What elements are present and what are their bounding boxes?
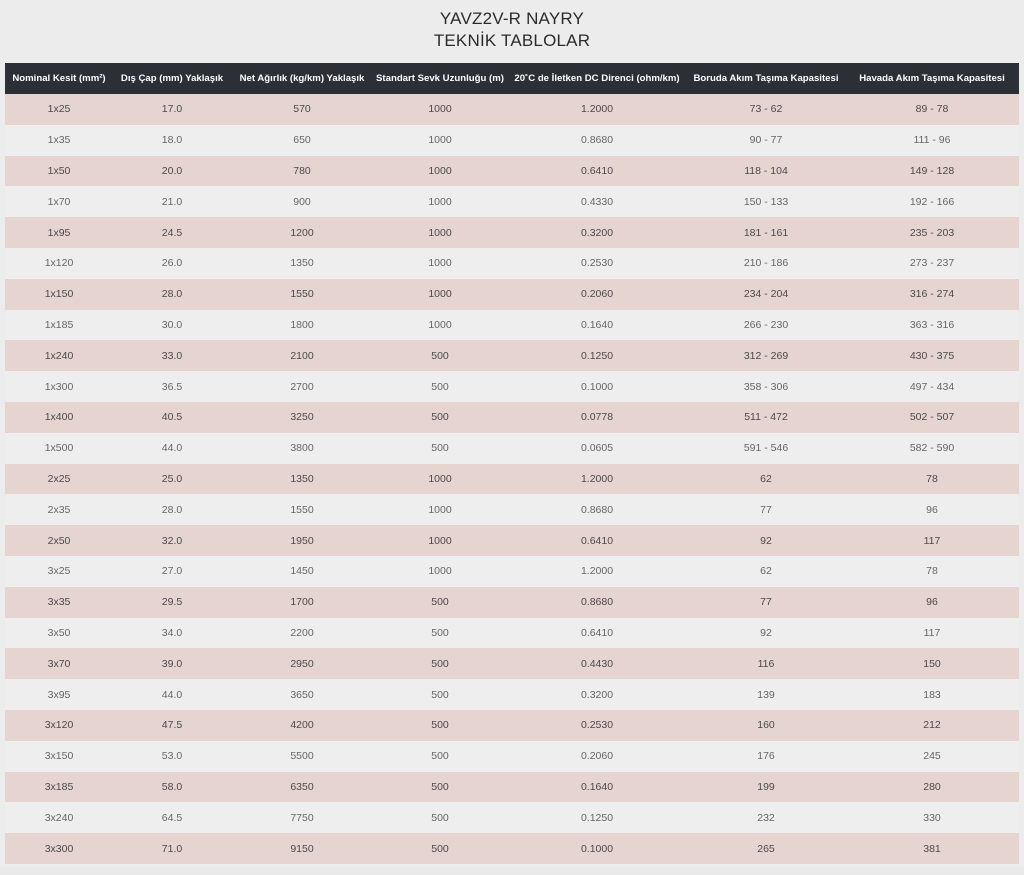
table-cell: 96 <box>926 503 938 516</box>
technical-table <box>5 63 1019 864</box>
table-body <box>5 94 1019 864</box>
table-cell: 500 <box>431 657 449 670</box>
table-cell: 32.0 <box>161 534 183 547</box>
table-cell: 29.5 <box>161 596 183 609</box>
table-cell: 64.5 <box>161 811 183 824</box>
table-cell: 3x185 <box>44 780 74 793</box>
table-cell: 150 <box>923 657 941 670</box>
table-cell: 330 <box>923 811 941 824</box>
table-cell: 1x400 <box>44 411 74 424</box>
table-cell: 2700 <box>290 380 314 393</box>
table-cell: 381 <box>923 842 941 855</box>
table-cell: 90 - 77 <box>749 134 783 147</box>
table-row <box>5 186 1019 217</box>
table-cell: 2950 <box>290 657 314 670</box>
table-row <box>5 587 1019 618</box>
table-cell: 62 <box>760 472 772 485</box>
table-cell: 500 <box>431 626 449 639</box>
table-cell: 1950 <box>290 534 314 547</box>
table-cell: 0.2530 <box>580 257 614 270</box>
table-cell: 1.2000 <box>580 472 614 485</box>
table-cell: 280 <box>923 780 941 793</box>
table-cell: 1x35 <box>47 134 71 147</box>
table-cell: 1x25 <box>47 103 71 116</box>
table-cell: 0.8680 <box>580 596 614 609</box>
title-line-1: YAVZ2V-R NAYRY <box>439 9 585 28</box>
table-cell: 3x70 <box>47 657 71 670</box>
table-cell: 1x185 <box>44 318 74 331</box>
page-title <box>0 0 1024 56</box>
table-header <box>5 63 1019 94</box>
table-cell: 2x35 <box>47 503 71 516</box>
table-cell: 265 <box>757 842 775 855</box>
table-cell: 1350 <box>290 257 314 270</box>
table-cell: 181 - 161 <box>743 226 789 239</box>
table-cell: 500 <box>431 688 449 701</box>
table-cell: 500 <box>431 719 449 732</box>
table-cell: 3800 <box>290 442 314 455</box>
table-row <box>5 556 1019 587</box>
table-row <box>5 618 1019 649</box>
table-cell: 582 - 590 <box>909 442 955 455</box>
table-cell: 7750 <box>290 811 314 824</box>
table-cell: 44.0 <box>161 442 183 455</box>
table-cell: 3x300 <box>44 842 74 855</box>
table-cell: 17.0 <box>161 103 183 116</box>
table-cell: 0.4330 <box>580 195 614 208</box>
table-cell: 0.8680 <box>580 503 614 516</box>
table-cell: 780 <box>293 164 311 177</box>
table-cell: 2x25 <box>47 472 71 485</box>
table-cell: 430 - 375 <box>909 349 955 362</box>
table-cell: 111 - 96 <box>913 134 951 147</box>
table-cell: 73 - 62 <box>749 103 783 116</box>
page-footer-strip <box>0 867 1024 875</box>
table-row <box>5 156 1019 187</box>
table-cell: 92 <box>760 626 772 639</box>
table-cell: 1x240 <box>44 349 74 362</box>
table-cell: 4200 <box>290 719 314 732</box>
table-cell: 0.6410 <box>580 534 614 547</box>
table-cell: 96 <box>926 596 938 609</box>
table-cell: 266 - 230 <box>743 318 789 331</box>
table-cell: 1000 <box>428 257 452 270</box>
table-cell: 316 - 274 <box>909 288 955 301</box>
table-cell: 1000 <box>428 226 452 239</box>
table-cell: 176 <box>757 750 775 763</box>
table-cell: 1x150 <box>44 288 74 301</box>
table-row <box>5 248 1019 279</box>
table-cell: 212 <box>923 719 941 732</box>
table-row <box>5 833 1019 864</box>
table-row <box>5 340 1019 371</box>
table-row <box>5 525 1019 556</box>
table-row <box>5 371 1019 402</box>
table-cell: 500 <box>431 780 449 793</box>
column-header: Boruda Akım Taşıma Kapasitesi <box>693 73 839 84</box>
table-cell: 1200 <box>290 226 314 239</box>
table-cell: 44.0 <box>161 688 183 701</box>
table-cell: 0.8680 <box>580 134 614 147</box>
table-cell: 92 <box>760 534 772 547</box>
table-cell: 0.1000 <box>580 380 614 393</box>
table-cell: 1000 <box>428 318 452 331</box>
table-cell: 500 <box>431 380 449 393</box>
table-cell: 1.2000 <box>580 103 614 116</box>
table-cell: 0.1000 <box>580 842 614 855</box>
table-cell: 500 <box>431 411 449 424</box>
table-cell: 1000 <box>428 103 452 116</box>
table-header-row <box>5 63 1019 94</box>
table-cell: 117 <box>923 534 941 547</box>
table-cell: 40.5 <box>161 411 183 424</box>
table-cell: 1550 <box>290 503 314 516</box>
table-cell: 3650 <box>290 688 314 701</box>
table-cell: 1700 <box>290 596 314 609</box>
table-cell: 30.0 <box>161 318 183 331</box>
table-row <box>5 494 1019 525</box>
table-cell: 3250 <box>290 411 314 424</box>
table-cell: 47.5 <box>161 719 183 732</box>
table-cell: 26.0 <box>161 257 183 270</box>
table-cell: 18.0 <box>161 134 183 147</box>
table-cell: 77 <box>760 503 772 516</box>
table-row <box>5 648 1019 679</box>
table-cell: 25.0 <box>161 472 183 485</box>
table-cell: 232 <box>757 811 775 824</box>
table-cell: 78 <box>926 472 938 485</box>
table-cell: 1450 <box>290 565 314 578</box>
table-cell: 1x120 <box>44 257 74 270</box>
table-cell: 3x120 <box>44 719 74 732</box>
table-row <box>5 772 1019 803</box>
table-cell: 71.0 <box>161 842 183 855</box>
table-cell: 500 <box>431 442 449 455</box>
table-cell: 33.0 <box>161 349 183 362</box>
table-cell: 58.0 <box>161 780 183 793</box>
table-cell: 1x500 <box>44 442 74 455</box>
table-cell: 199 <box>757 780 775 793</box>
table-cell: 36.5 <box>161 380 183 393</box>
table-cell: 0.1250 <box>580 811 614 824</box>
table-cell: 0.1250 <box>580 349 614 362</box>
table-cell: 0.2060 <box>580 288 614 301</box>
table-cell: 502 - 507 <box>909 411 955 424</box>
table-cell: 1x70 <box>47 195 71 208</box>
table-cell: 1000 <box>428 164 452 177</box>
table-row <box>5 217 1019 248</box>
table-cell: 0.4430 <box>580 657 614 670</box>
title-line-2: TEKNİK TABLOLAR <box>433 31 591 50</box>
table-cell: 24.5 <box>161 226 183 239</box>
table-cell: 192 - 166 <box>909 195 955 208</box>
table-cell: 234 - 204 <box>743 288 789 301</box>
table-cell: 0.1640 <box>580 318 614 331</box>
table-cell: 3x240 <box>44 811 74 824</box>
table-cell: 1550 <box>290 288 314 301</box>
table-cell: 500 <box>431 750 449 763</box>
table-cell: 1000 <box>428 195 452 208</box>
table-cell: 20.0 <box>161 164 183 177</box>
table-cell: 2x50 <box>47 534 71 547</box>
table-cell: 570 <box>293 103 311 116</box>
table-cell: 28.0 <box>161 503 183 516</box>
table-cell: 21.0 <box>161 195 183 208</box>
table-cell: 358 - 306 <box>743 380 789 393</box>
table-cell: 3x150 <box>44 750 74 763</box>
table-cell: 0.3200 <box>580 688 614 701</box>
table-cell: 27.0 <box>161 565 183 578</box>
table-cell: 497 - 434 <box>909 380 955 393</box>
table-cell: 6350 <box>290 780 314 793</box>
table-cell: 245 <box>923 750 941 763</box>
table-cell: 183 <box>923 688 941 701</box>
table-cell: 1000 <box>428 472 452 485</box>
table-row <box>5 279 1019 310</box>
table-cell: 500 <box>431 811 449 824</box>
table-row <box>5 464 1019 495</box>
column-header: Dış Çap (mm) Yaklaşık <box>120 73 224 84</box>
table-cell: 78 <box>926 565 938 578</box>
table-cell: 62 <box>760 565 772 578</box>
table-cell: 2100 <box>290 349 314 362</box>
table-cell: 2200 <box>290 626 314 639</box>
table-cell: 500 <box>431 596 449 609</box>
table-cell: 0.1640 <box>580 780 614 793</box>
table-cell: 9150 <box>290 842 314 855</box>
column-header: Standart Sevk Uzunluğu (m) <box>376 73 504 84</box>
table-cell: 3x50 <box>47 626 71 639</box>
table-cell: 0.0778 <box>580 411 614 424</box>
table-cell: 500 <box>431 349 449 362</box>
table-row <box>5 679 1019 710</box>
column-header: 20˚C de İletken DC Direnci (ohm/km) <box>514 73 680 84</box>
table-cell: 500 <box>431 842 449 855</box>
table-row <box>5 741 1019 772</box>
table-cell: 1000 <box>428 534 452 547</box>
table-cell: 3x35 <box>47 596 71 609</box>
table-cell: 1000 <box>428 288 452 301</box>
column-header: Nominal Kesit (mm²) <box>12 73 106 84</box>
table-cell: 0.6410 <box>580 164 614 177</box>
table-cell: 363 - 316 <box>909 318 955 331</box>
table-cell: 1x300 <box>44 380 74 393</box>
table-cell: 117 <box>923 626 941 639</box>
table-cell: 1000 <box>428 565 452 578</box>
table-cell: 34.0 <box>161 626 183 639</box>
table-cell: 273 - 237 <box>909 257 955 270</box>
table-cell: 591 - 546 <box>743 442 789 455</box>
table-cell: 0.2530 <box>580 719 614 732</box>
table-cell: 511 - 472 <box>744 411 788 424</box>
table-row <box>5 94 1019 125</box>
table-cell: 149 - 128 <box>909 164 955 177</box>
table-cell: 1x50 <box>47 164 71 177</box>
table-cell: 5500 <box>290 750 314 763</box>
table-cell: 160 <box>757 719 775 732</box>
table-row <box>5 310 1019 341</box>
table-cell: 1350 <box>290 472 314 485</box>
table-cell: 28.0 <box>161 288 183 301</box>
table-cell: 1.2000 <box>580 565 614 578</box>
table-cell: 118 - 104 <box>744 164 788 177</box>
table-row <box>5 802 1019 833</box>
table-cell: 1000 <box>428 134 452 147</box>
table-row <box>5 710 1019 741</box>
table-cell: 235 - 203 <box>909 226 955 239</box>
table-row <box>5 433 1019 464</box>
table-cell: 3x25 <box>47 565 71 578</box>
table-row <box>5 402 1019 433</box>
table-cell: 0.6410 <box>580 626 614 639</box>
table-cell: 0.3200 <box>580 226 614 239</box>
table-cell: 150 - 133 <box>743 195 789 208</box>
table-cell: 312 - 269 <box>743 349 789 362</box>
table-cell: 139 <box>757 688 775 701</box>
table-cell: 89 - 78 <box>915 103 949 116</box>
table-cell: 1000 <box>428 503 452 516</box>
table-row <box>5 125 1019 156</box>
column-header: Net Ağırlık (kg/km) Yaklaşık <box>239 73 365 84</box>
table-cell: 900 <box>293 195 311 208</box>
table-cell: 39.0 <box>161 657 183 670</box>
table-cell: 0.0605 <box>580 442 614 455</box>
table-cell: 53.0 <box>161 750 183 763</box>
table-cell: 3x95 <box>47 688 71 701</box>
table-cell: 210 - 186 <box>743 257 789 270</box>
table-cell: 1800 <box>290 318 314 331</box>
table-cell: 650 <box>293 134 311 147</box>
table-cell: 0.2060 <box>580 750 614 763</box>
table-cell: 77 <box>760 596 772 609</box>
table-cell: 116 <box>757 657 775 670</box>
column-header: Havada Akım Taşıma Kapasitesi <box>859 73 1005 84</box>
table-cell: 1x95 <box>47 226 71 239</box>
